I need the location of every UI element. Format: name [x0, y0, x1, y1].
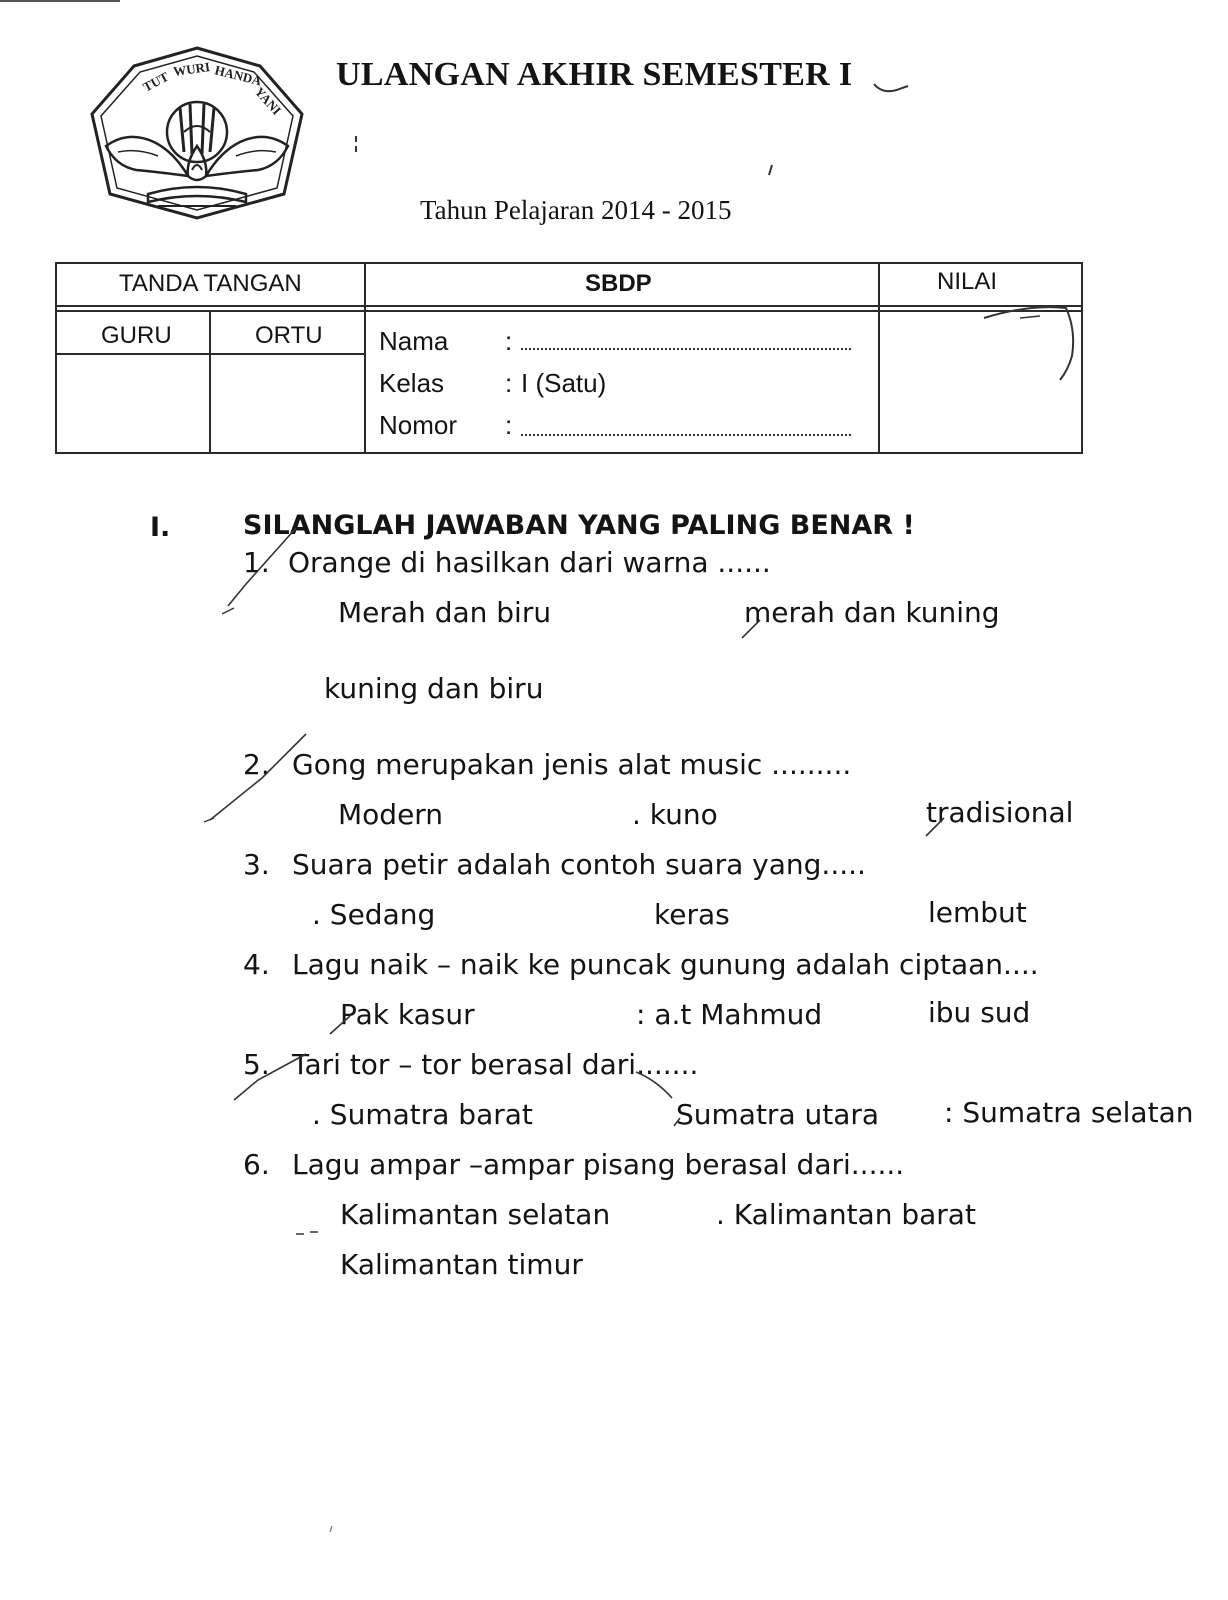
question-text: Lagu ampar –ampar pisang berasal dari...... — [292, 1148, 905, 1181]
option-c[interactable]: kuning dan biru — [324, 672, 544, 705]
nilai-header: NILAI — [937, 268, 998, 295]
school-year: Tahun Pelajaran 2014 - 2015 — [420, 195, 732, 225]
section-title: SILANGLAH JAWABAN YANG PALING BENAR ! — [243, 510, 915, 541]
option-c[interactable]: ibu sud — [928, 996, 1031, 1029]
option-c[interactable]: Kalimantan timur — [340, 1248, 583, 1281]
kelas-colon: : — [505, 368, 513, 398]
option-b[interactable]: merah dan kuning — [744, 596, 1000, 629]
option-b[interactable]: keras — [654, 898, 730, 931]
question-text: Lagu naik – naik ke puncak gunung adalah ciptaan.... — [292, 948, 1039, 981]
svg-text:YANI: YANI — [251, 83, 285, 118]
identity-table — [55, 262, 1083, 454]
nama-label: Nama — [379, 326, 449, 356]
option-b[interactable]: . kuno — [632, 798, 718, 831]
scan-edge-line — [0, 0, 120, 2]
option-b[interactable]: Sumatra utara — [676, 1098, 880, 1131]
nama-colon: : — [505, 326, 513, 356]
question-number: 3. — [243, 848, 270, 881]
question-text: Gong merupakan jenis alat music ......... — [292, 748, 852, 781]
option-a[interactable]: Modern — [338, 798, 444, 831]
ortu-label: ORTU — [255, 322, 323, 349]
question-number: 1. — [243, 546, 270, 579]
svg-text:TUT: TUT — [140, 68, 172, 95]
subject-header: SBDP — [585, 270, 652, 297]
tanda-tangan-header: TANDA TANGAN — [119, 270, 302, 297]
option-a[interactable]: Pak kasur — [340, 998, 475, 1031]
question-text: Suara petir adalah contoh suara yang..... — [292, 848, 866, 881]
option-c[interactable]: lembut — [928, 896, 1027, 929]
kelas-label: Kelas — [379, 368, 445, 398]
nomor-colon: : — [505, 410, 513, 440]
tut-wuri-handayani-logo — [88, 44, 306, 222]
option-c[interactable]: tradisional — [926, 796, 1074, 829]
question-number: 2. — [243, 748, 270, 781]
nama-input-line[interactable] — [521, 348, 851, 350]
stray-mark — [352, 134, 360, 160]
exam-title: ULANGAN AKHIR SEMESTER I — [336, 56, 853, 93]
option-a[interactable]: . Sumatra barat — [312, 1098, 533, 1131]
guru-label: GURU — [101, 322, 172, 349]
question-number: 5. — [243, 1048, 270, 1081]
pen-stroke-mark — [872, 78, 912, 98]
kelas-value: I (Satu) — [521, 368, 607, 398]
question-text: Orange di hasilkan dari warna ...... — [288, 546, 771, 579]
stray-mark — [766, 160, 774, 183]
section-number: I. — [150, 512, 171, 543]
nomor-label: Nomor — [379, 410, 458, 440]
option-a[interactable]: . Sedang — [312, 898, 436, 931]
question-number: 4. — [243, 948, 270, 981]
svg-text:WURI: WURI — [172, 58, 211, 79]
nomor-input-line[interactable] — [521, 434, 851, 436]
option-b[interactable]: : a.t Mahmud — [636, 998, 823, 1031]
svg-text:HANDA: HANDA — [213, 62, 264, 89]
grade-pen-stroke — [980, 300, 1090, 390]
question-text: Tari tor – tor berasal dari....... — [292, 1048, 699, 1081]
option-b[interactable]: . Kalimantan barat — [716, 1198, 976, 1231]
option-a[interactable]: Merah dan biru — [338, 596, 552, 629]
option-c[interactable]: : Sumatra selatan — [944, 1096, 1194, 1129]
question-number: 6. — [243, 1148, 270, 1181]
option-a[interactable]: Kalimantan selatan — [340, 1198, 611, 1231]
